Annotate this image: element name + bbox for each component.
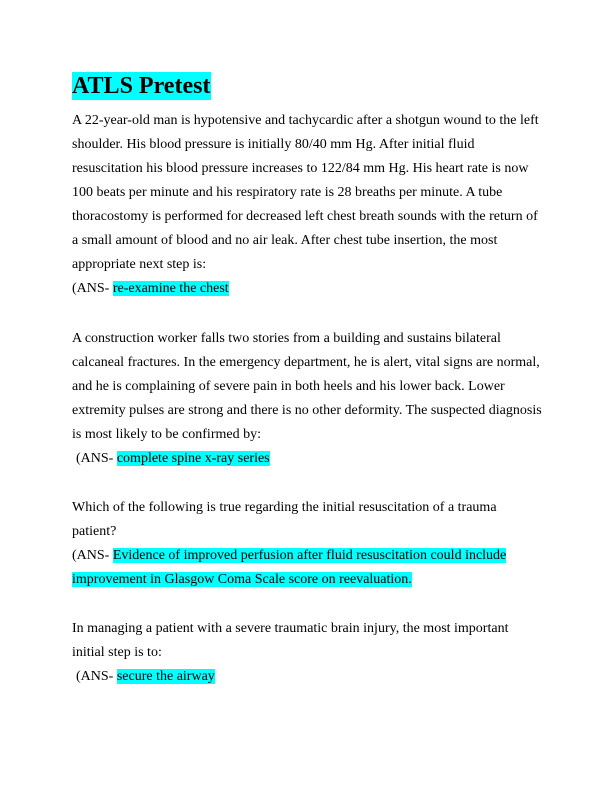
answer-prefix: (ANS- (72, 281, 113, 296)
answer-highlight: Evidence of improved perfusion after fluid resuscitation could include improvement in Glasgow Coma Scale score on reevaluation. (72, 548, 507, 587)
answer-line (72, 665, 542, 689)
question-block-4 (72, 617, 542, 689)
answer-line (72, 544, 542, 592)
answer-highlight: re-examine the chest (112, 281, 229, 296)
question-text: Which of the following is true regarding the initial resuscitation of a trauma patient? (72, 500, 497, 539)
question-text: A construction worker falls two stories from a building and sustains bilateral calcaneal fractures. In the emergency department, he is alert, vital signs are normal, and he is complaining of severe pain in both heels and his lower back. Lower extremity pulses are strong and there is no other deformity. The suspected diagnosis is most likely to be confirmed by: (72, 331, 542, 442)
question-block-1 (72, 109, 542, 301)
answer-highlight: complete spine x-ray series (116, 451, 270, 466)
answer-prefix: (ANS- (76, 451, 117, 466)
question-text: In managing a patient with a severe traumatic brain injury, the most important initial step is to: (72, 621, 509, 660)
answer-prefix: (ANS- (72, 548, 113, 563)
question-block-3 (72, 496, 542, 592)
answer-line (72, 447, 542, 471)
page-title: ATLS Pretest (72, 73, 211, 99)
answer-highlight: secure the airway (116, 669, 215, 684)
answer-line (72, 277, 542, 301)
answer-prefix: (ANS- (76, 669, 117, 684)
question-block-2 (72, 327, 542, 471)
question-text: A 22-year-old man is hypotensive and tachycardic after a shotgun wound to the left shoulder. His blood pressure is initially 80/40 mm Hg. After initial fluid resuscitation his blood pressure increases to 122/84 mm Hg. His heart rate is now 100 beats per minute and his respiratory rate is 28 breaths per minute. A tube thoracostomy is performed for decreased left chest breath sounds with the return of a small amount of blood and no air leak. After chest tube insertion, the most appropriate next step is: (72, 113, 539, 272)
